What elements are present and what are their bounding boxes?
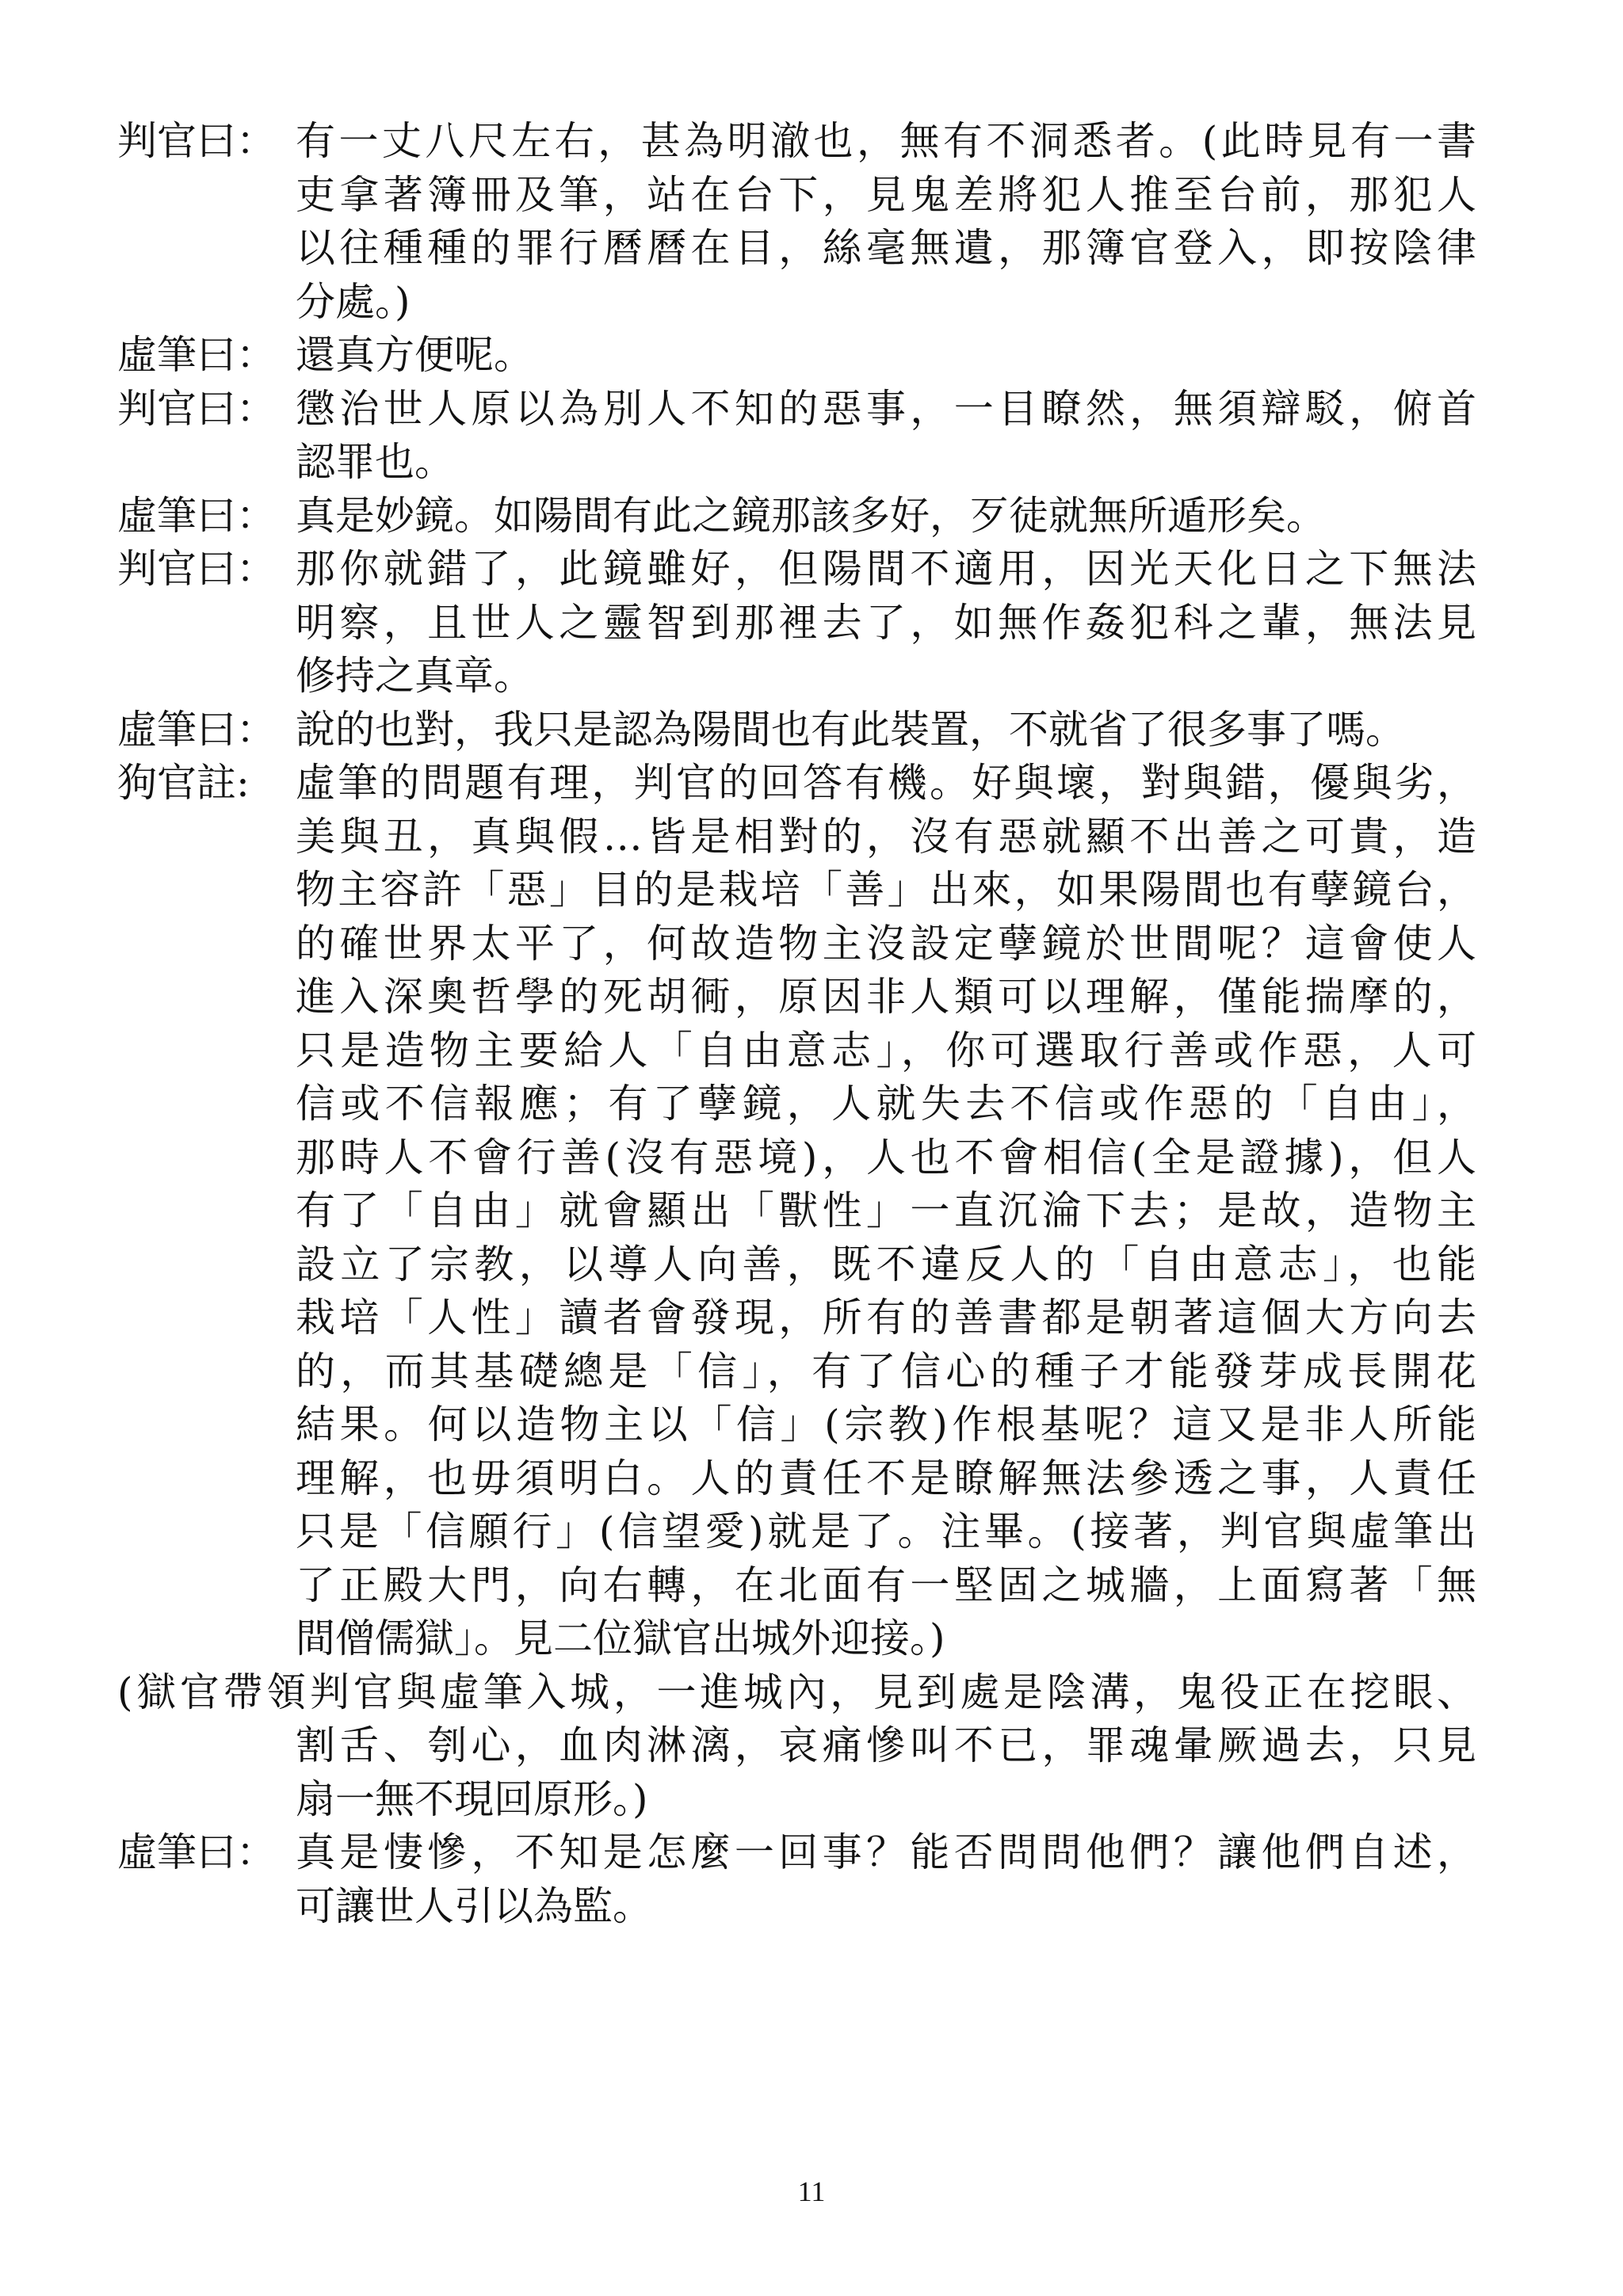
commentary-entry [117, 757, 1512, 1666]
text-line: 懲治世人原以為別人不知的惡事，一目瞭然，無須辯駁，俯首 [296, 385, 1476, 432]
text-line: 真是悽慘，不知是怎麼一回事？能否問問他們？讓他們自述， [296, 1829, 1476, 1875]
dialogue-entry [117, 704, 1512, 757]
dialogue-entry [117, 490, 1512, 543]
text-line: 明察，且世人之靈智到那裡去了，如無作姦犯科之輩，無法見 [296, 599, 1476, 646]
text-line: 認罪也。 [296, 439, 454, 485]
speech-text [296, 490, 1476, 543]
dialogue-entry [117, 383, 1512, 490]
text-line: 那你就錯了，此鏡雖好，但陽間不適用，因光天化日之下無法 [296, 546, 1476, 592]
narration-paragraph [117, 1666, 1512, 1827]
text-line: 說的也對，我只是認為陽間也有此裝置，不就省了很多事了嗎。 [296, 706, 1405, 753]
text-line: 信或不信報應；有了孽鏡，人就失去不信或作惡的「自由」， [296, 1081, 1476, 1127]
text-line: 只是「信願行」(信望愛)就是了。注畢。(接著，判官與虛筆出 [296, 1508, 1476, 1554]
text-line: (獄官帶領判官與虛筆入城，一進城內，見到處是陰溝，鬼役正在挖眼、 [117, 1669, 1476, 1715]
commentator-label: 狗官註: [117, 760, 250, 806]
speech-text [296, 115, 1476, 329]
dialogue-entry [117, 115, 1512, 329]
text-line: 有了「自由」就會顯出「獸性」一直沉淪下去；是故，造物主 [296, 1188, 1476, 1234]
speech-text [296, 543, 1476, 704]
text-line: 扇一無不現回原形。) [296, 1775, 648, 1822]
text-line: 栽培「人性」讀者會發現，所有的善書都是朝著這個大方向去 [296, 1295, 1476, 1341]
speaker-label: 虛筆曰： [117, 332, 276, 378]
dialogue-entry [117, 329, 1512, 383]
text-line: 分處。) [296, 278, 411, 325]
text-line: 修持之真章。 [296, 653, 533, 699]
speaker-label: 判官曰： [117, 385, 276, 432]
speech-text [296, 704, 1476, 757]
text-line: 美與丑，真與假…皆是相對的，沒有惡就顯不出善之可貴，造 [296, 813, 1476, 860]
text-line: 的，而其基礎總是「信」，有了信心的種子才能發芽成長開花 [296, 1348, 1476, 1394]
text-line: 物主容許「惡」目的是栽培「善」出來，如果陽間也有孽鏡台， [296, 867, 1476, 913]
speaker-label: 虛筆曰： [117, 706, 276, 753]
text-line: 的確世界太平了，何故造物主沒設定孽鏡於世間呢？這會使人 [296, 920, 1476, 967]
text-line: 只是造物主要給人「自由意志」，你可選取行善或作惡，人可 [296, 1027, 1476, 1074]
text-line: 虛筆的問題有理，判官的回答有機。好與壞，對與錯，優與劣， [296, 760, 1476, 806]
dialogue-entry [117, 1826, 1512, 1933]
text-line: 以往種種的罪行曆曆在目，絲毫無遺，那簿官登入，即按陰律 [296, 225, 1476, 271]
text-line: 間僧儒獄」。見二位獄官出城外迎接。) [296, 1615, 945, 1661]
page-number: 11 [797, 2176, 826, 2207]
text-line: 理解，也毋須明白。人的責任不是瞭解無法參透之事，人責任 [296, 1455, 1476, 1501]
text-line: 可讓世人引以為監。 [296, 1882, 652, 1929]
speech-text [296, 383, 1476, 490]
text-line: 有一丈八尺左右，甚為明澈也，無有不洞悉者。(此時見有一書 [296, 118, 1476, 164]
text-line: 吏拿著簿冊及筆，站在台下，見鬼差將犯人推至台前，那犯人 [296, 171, 1476, 218]
speaker-label: 虛筆曰： [117, 492, 276, 539]
speaker-label: 判官曰： [117, 118, 276, 164]
text-line: 進入深奧哲學的死胡衕，原因非人類可以理解，僅能揣摩的， [296, 974, 1476, 1020]
text-line: 設立了宗教，以導人向善，既不違反人的「自由意志」，也能 [296, 1241, 1476, 1287]
speech-text [296, 329, 1476, 383]
speech-text [296, 1826, 1476, 1933]
commentary-text [296, 757, 1476, 1666]
text-line: 割舌、刳心，血肉淋漓，哀痛慘叫不已，罪魂暈厥過去，只見 [296, 1722, 1476, 1768]
text-line: 真是妙鏡。如陽間有此之鏡那該多好，歹徒就無所遁形矣。 [296, 492, 1326, 539]
text-line: 還真方便呢。 [296, 332, 533, 378]
speaker-label: 虛筆曰： [117, 1829, 276, 1875]
dialogue-entry [117, 543, 1512, 704]
text-line: 了正殿大門，向右轉，在北面有一堅固之城牆，上面寫著「無 [296, 1562, 1476, 1608]
speaker-label: 判官曰： [117, 546, 276, 592]
document-body [117, 115, 1512, 1933]
text-line: 結果。何以造物主以「信」(宗教)作根基呢？這又是非人所能 [296, 1402, 1476, 1447]
text-line: 那時人不會行善(沒有惡境)，人也不會相信(全是證據)，但人 [296, 1134, 1476, 1180]
